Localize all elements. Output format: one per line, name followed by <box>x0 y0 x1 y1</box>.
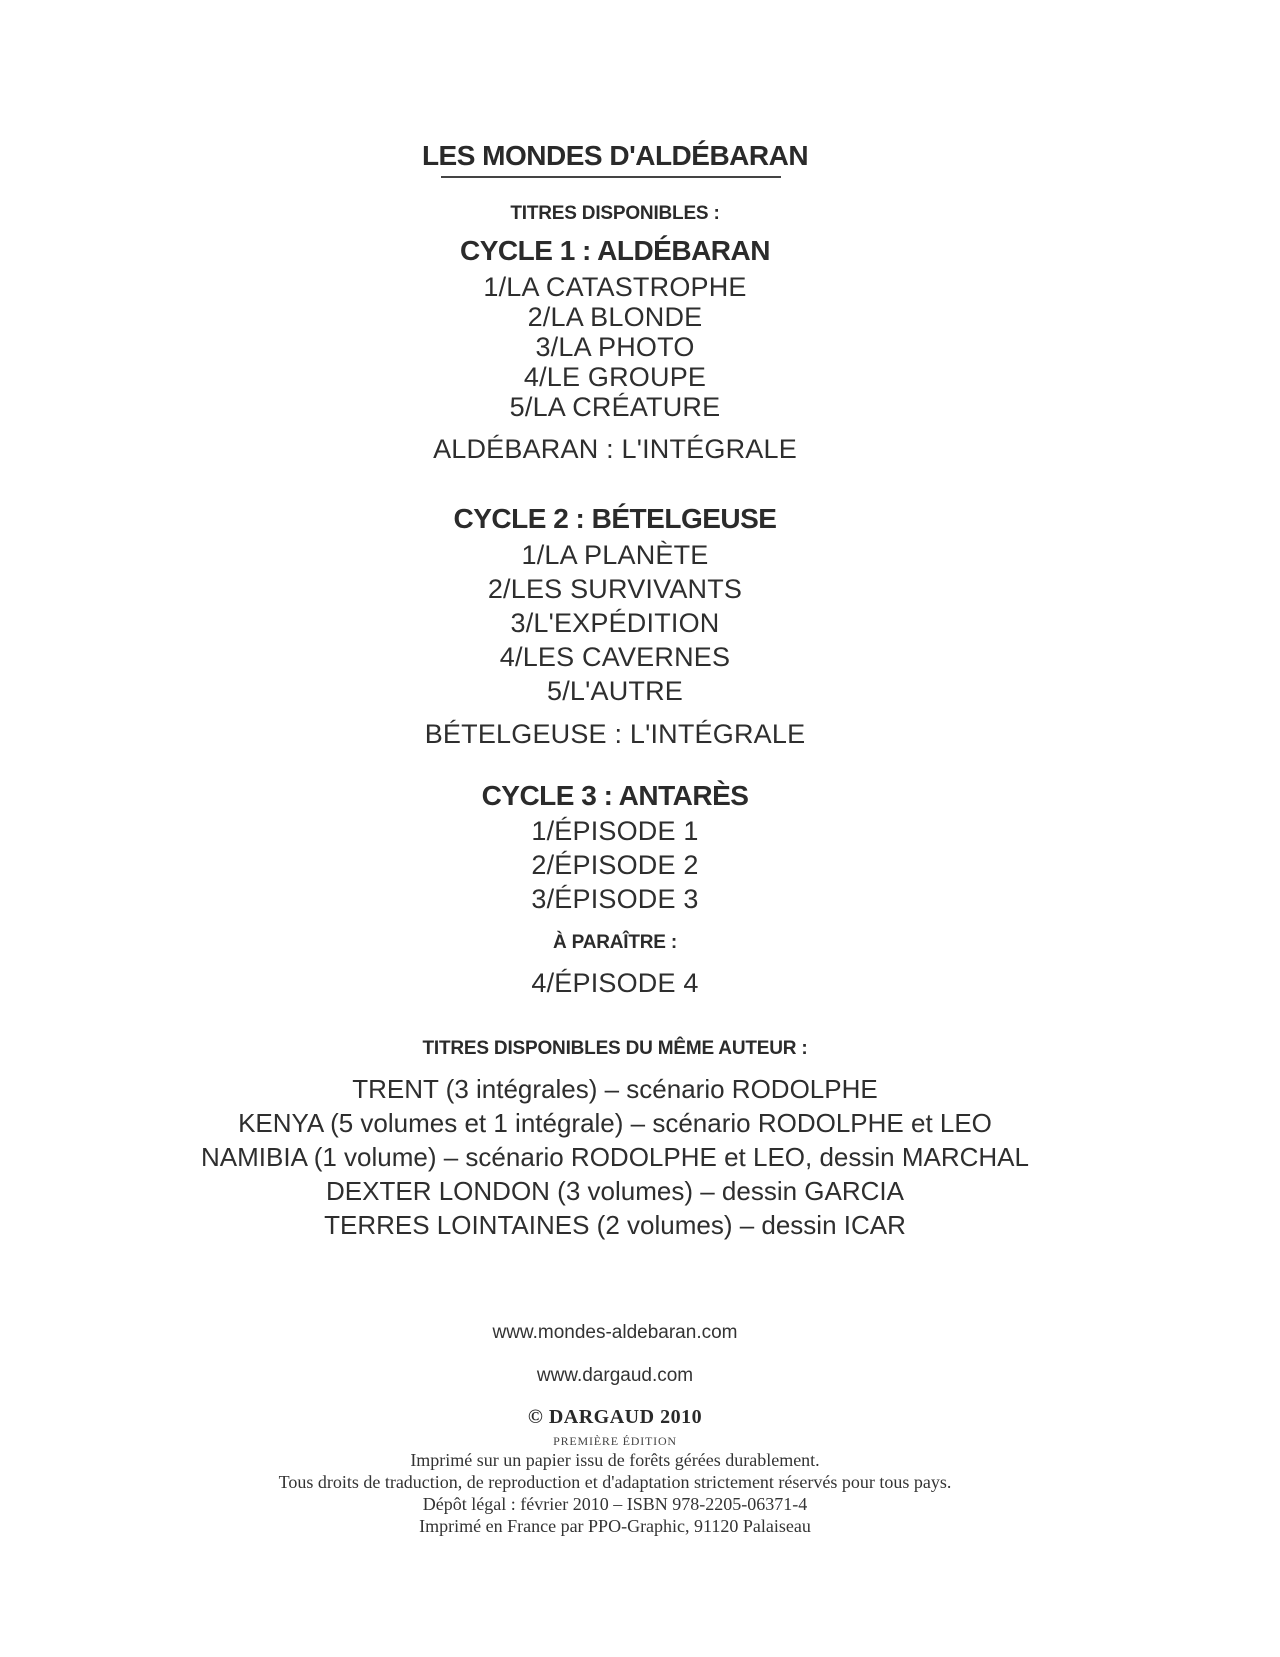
upcoming-volume: 4/ÉPISODE 4 <box>531 968 699 998</box>
cycle-3-volume: 2/ÉPISODE 2 <box>531 850 699 880</box>
series-title: LES MONDES D'ALDÉBARAN <box>421 140 809 171</box>
same-author-label: TITRES DISPONIBLES DU MÊME AUTEUR : <box>422 1038 808 1059</box>
cycle-1-volume: 2/LA BLONDE <box>527 302 703 332</box>
legal-line: Dépôt légal : février 2010 – ISBN 978-2205-06371-4 <box>422 1494 808 1514</box>
cycle-1-integrale: ALDÉBARAN : L'INTÉGRALE <box>433 434 797 464</box>
website-link[interactable]: www.mondes-aldebaran.com <box>492 1322 738 1343</box>
edition-notice: PREMIÈRE ÉDITION <box>553 1434 677 1448</box>
legal-line: Tous droits de traduction, de reproduction et d'adaptation strictement réservés pour tous pays. <box>278 1472 952 1492</box>
available-titles-label: TITRES DISPONIBLES : <box>510 203 720 224</box>
cycle-2-volume: 2/LES SURVIVANTS <box>487 574 743 604</box>
cycle-2-volume: 4/LES CAVERNES <box>499 642 731 672</box>
same-author-title: NAMIBIA (1 volume) – scénario RODOLPHE et LEO, dessin MARCHAL <box>201 1142 1029 1172</box>
cycle-3-title: CYCLE 3 : ANTARÈS <box>481 780 749 811</box>
cycle-2-volume: 5/L'AUTRE <box>547 676 683 706</box>
cycle-3-volume: 3/ÉPISODE 3 <box>531 884 699 914</box>
copyright-notice: © DARGAUD 2010 <box>527 1406 703 1428</box>
same-author-title: TRENT (3 intégrales) – scénario RODOLPHE <box>352 1074 878 1104</box>
cycle-2-volume: 1/LA PLANÈTE <box>521 540 709 570</box>
cycle-1-volume: 3/LA PHOTO <box>535 332 695 362</box>
website-link[interactable]: www.dargaud.com <box>536 1365 694 1386</box>
same-author-title: KENYA (5 volumes et 1 intégrale) – scénario RODOLPHE et LEO <box>238 1108 992 1138</box>
cycle-2-integrale: BÉTELGEUSE : L'INTÉGRALE <box>424 719 806 749</box>
legal-line: Imprimé en France par PPO-Graphic, 91120 Palaiseau <box>419 1516 811 1536</box>
cycle-1-volume: 1/LA CATASTROPHE <box>483 272 747 302</box>
cycle-1-volume: 5/LA CRÉATURE <box>509 392 721 422</box>
upcoming-label: À PARAÎTRE : <box>553 932 677 953</box>
cycle-3-volume: 1/ÉPISODE 1 <box>531 816 699 846</box>
cycle-2-volume: 3/L'EXPÉDITION <box>510 608 720 638</box>
cycle-1-title: CYCLE 1 : ALDÉBARAN <box>460 235 770 266</box>
cycle-1-volume: 4/LE GROUPE <box>523 362 707 392</box>
legal-line: Imprimé sur un papier issu de forêts gérées durablement. <box>410 1450 820 1470</box>
same-author-title: DEXTER LONDON (3 volumes) – dessin GARCIA <box>326 1176 904 1206</box>
cycle-2-title: CYCLE 2 : BÉTELGEUSE <box>453 503 777 534</box>
same-author-title: TERRES LOINTAINES (2 volumes) – dessin ICAR <box>324 1210 906 1240</box>
title-underline <box>441 176 781 178</box>
